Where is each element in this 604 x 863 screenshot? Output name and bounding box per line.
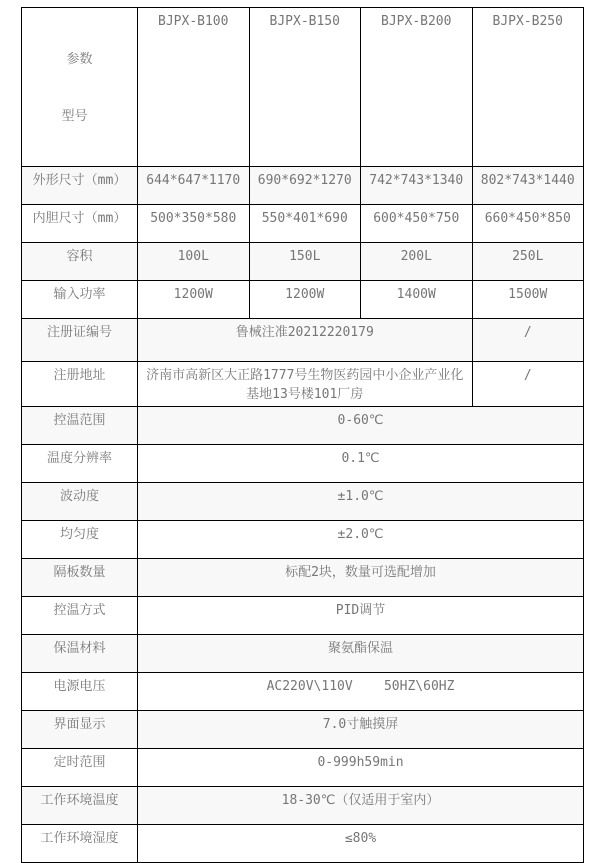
- cell-span-value: ±1.0℃: [138, 483, 584, 521]
- table-row-capacity: [22, 243, 584, 281]
- table-row-registration-number: [22, 319, 584, 362]
- cell-value: 250L: [472, 243, 584, 281]
- cell-span-value: 18-30℃（仅适用于室内）: [138, 787, 584, 825]
- cell-span-value: 7.0寸触摸屏: [138, 711, 584, 749]
- table-row-insulation-material: [22, 635, 584, 673]
- cell-span-value: 鲁械注准20212220179: [138, 319, 473, 362]
- cell-value: 1400W: [361, 281, 473, 319]
- table-row-control-method: [22, 597, 584, 635]
- spec-table: [21, 7, 584, 863]
- cell-value: 500*350*580: [138, 205, 250, 243]
- cell-span-value: 0-60℃: [138, 407, 584, 445]
- cell-value: 690*692*1270: [249, 167, 361, 205]
- row-label: 定时范围: [22, 749, 138, 787]
- row-label: 界面显示: [22, 711, 138, 749]
- table-row-uniformity: [22, 521, 584, 559]
- cell-span-value: 0-999h59min: [138, 749, 584, 787]
- row-label: 注册证编号: [22, 319, 138, 362]
- cell-value: 1200W: [138, 281, 250, 319]
- row-label: 注册地址: [22, 362, 138, 407]
- row-label: 工作环境湿度: [22, 825, 138, 863]
- cell-value: 742*743*1340: [361, 167, 473, 205]
- cell-value: 644*647*1170: [138, 167, 250, 205]
- cell-value: 802*743*1440: [472, 167, 584, 205]
- table-row-outer-dimensions: [22, 167, 584, 205]
- cell-span-value: ≤80%: [138, 825, 584, 863]
- model-header-bjpx-b200: BJPX-B200: [361, 8, 473, 167]
- cell-span-value: PID调节: [138, 597, 584, 635]
- table-row-fluctuation: [22, 483, 584, 521]
- table-row-input-power: [22, 281, 584, 319]
- cell-value: 600*450*750: [361, 205, 473, 243]
- row-label: 控温方式: [22, 597, 138, 635]
- row-label: 温度分辨率: [22, 445, 138, 483]
- row-label: 工作环境温度: [22, 787, 138, 825]
- cell-value: 200L: [361, 243, 473, 281]
- cell-value: 100L: [138, 243, 250, 281]
- table-row-inner-dimensions: [22, 205, 584, 243]
- cell-span-value: 0.1℃: [138, 445, 584, 483]
- row-label: 波动度: [22, 483, 138, 521]
- cell-span-value: 济南市高新区大正路1777号生物医药园中小企业产业化基地13号楼101厂房: [138, 362, 473, 407]
- table-row-shelf-count: [22, 559, 584, 597]
- table-row-registration-address: [22, 362, 584, 407]
- cell-value: 660*450*850: [472, 205, 584, 243]
- corner-cell: [22, 8, 138, 167]
- table-row-temp-control-range: [22, 407, 584, 445]
- row-label: 隔板数量: [22, 559, 138, 597]
- cell-value: 550*401*690: [249, 205, 361, 243]
- cell-span-value: ±2.0℃: [138, 521, 584, 559]
- table-row-temp-resolution: [22, 445, 584, 483]
- cell-span-value: 聚氨酯保温: [138, 635, 584, 673]
- cell-span-value: 标配2块，数量可选配增加: [138, 559, 584, 597]
- corner-line-parameter: 参数: [66, 52, 93, 67]
- table-row-display: [22, 711, 584, 749]
- cell-value: 1500W: [472, 281, 584, 319]
- row-label: 输入功率: [22, 281, 138, 319]
- row-label: 保温材料: [22, 635, 138, 673]
- model-header-bjpx-b100: BJPX-B100: [138, 8, 250, 167]
- row-label: 均匀度: [22, 521, 138, 559]
- table-row-timer-range: [22, 749, 584, 787]
- cell-value: 150L: [249, 243, 361, 281]
- cell-value: /: [472, 319, 584, 362]
- table-row-power-supply: [22, 673, 584, 711]
- model-header-bjpx-b250: BJPX-B250: [472, 8, 584, 167]
- cell-value: 1200W: [249, 281, 361, 319]
- row-label: 控温范围: [22, 407, 138, 445]
- cell-span-value: AC220V\110V 50HZ\60HZ: [138, 673, 584, 711]
- header-row: [22, 8, 584, 167]
- table-row-working-env-humidity: [22, 825, 584, 863]
- table-row-working-env-temp: [22, 787, 584, 825]
- row-label: 内胆尺寸（mm）: [22, 205, 138, 243]
- row-label: 容积: [22, 243, 138, 281]
- row-label: 电源电压: [22, 673, 138, 711]
- corner-line-model: 型号: [61, 109, 88, 124]
- row-label: 外形尺寸（mm）: [22, 167, 138, 205]
- cell-value: /: [472, 362, 584, 407]
- model-header-bjpx-b150: BJPX-B150: [249, 8, 361, 167]
